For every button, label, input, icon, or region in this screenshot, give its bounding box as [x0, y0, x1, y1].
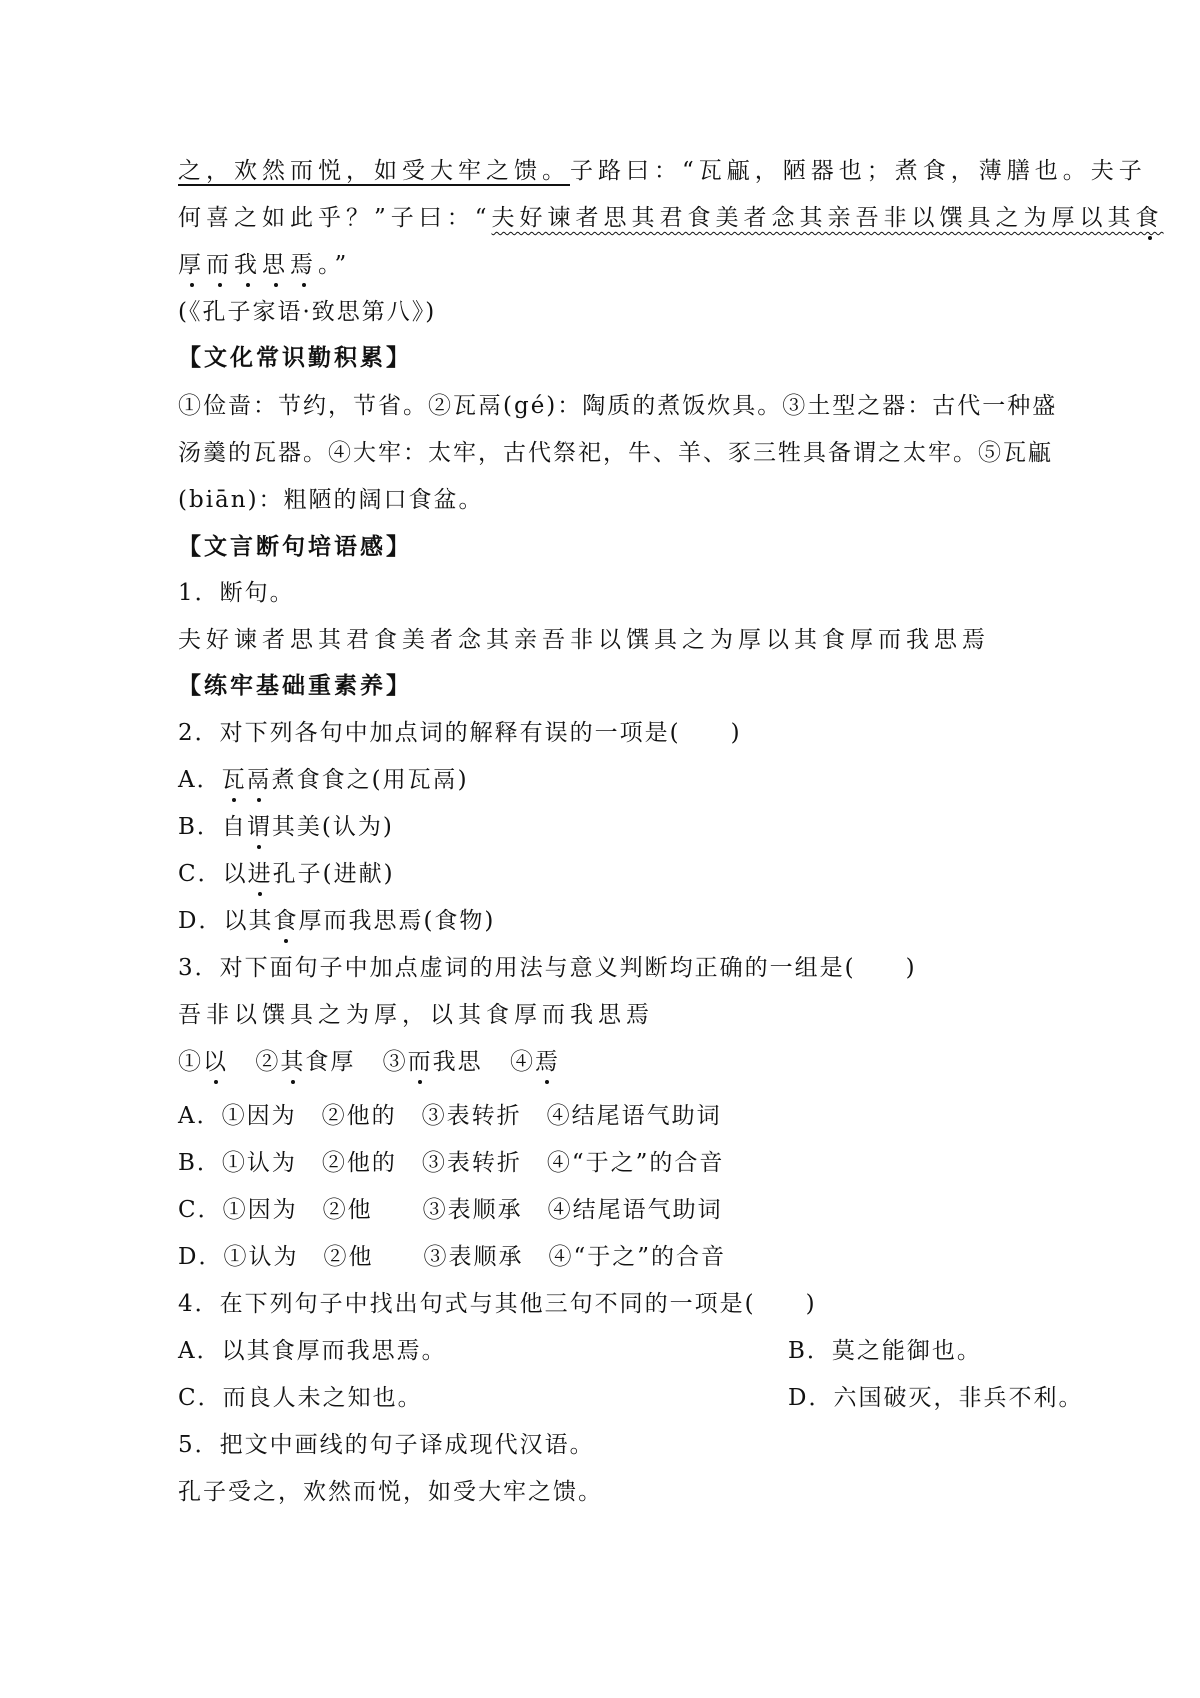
question-3-sentence: 吾非以馔具之为厚，以其食厚而我思焉: [178, 1002, 654, 1028]
question-2-stem: 2．对下列各句中加点词的解释有误的一项是( ): [178, 720, 742, 746]
question-4-stem: 4．在下列句子中找出句式与其他三句不同的一项是( ): [178, 1291, 817, 1317]
question-4-option-a[interactable]: A．以其食厚而我思焉。: [178, 1338, 447, 1364]
question-3-option-c[interactable]: C．①因为 ②他 ③表顺承 ④结尾语气助词: [178, 1197, 723, 1223]
question-3-option-a[interactable]: A．①因为 ②他的 ③表转折 ④结尾语气助词: [178, 1103, 722, 1129]
passage-line-3: 厚而我思焉。”: [178, 252, 352, 278]
culture-line-3: (biān)：粗陋的阔口食盆。: [178, 487, 484, 513]
wavy-underlined-sentence: 夫好谏者思其君食美者念其亲吾非以馔具之为厚以其食: [491, 205, 1164, 231]
question-4-option-c[interactable]: C．而良人未之知也。: [178, 1385, 423, 1411]
culture-line-1: ①俭啬：节约，节省。②瓦鬲(gé)：陶质的煮饭炊具。③土型之器：古代一种盛: [178, 393, 1058, 419]
passage-line-1: 之，欢然而悦，如受大牢之馈。子路曰：“瓦甂，陋器也；煮食，薄膳也。夫子: [178, 158, 1147, 184]
question-2-option-b[interactable]: B．自谓其美(认为): [178, 814, 394, 840]
question-2-option-a[interactable]: A．瓦鬲煮食食之(用瓦鬲): [178, 767, 469, 793]
emphasis-dot: 食: [1135, 205, 1164, 231]
question-4-option-b[interactable]: B．莫之能御也。: [788, 1338, 982, 1364]
question-4-option-d[interactable]: D．六国破灭，非兵不利。: [788, 1385, 1084, 1411]
question-4-row-1: [178, 1336, 982, 1366]
question-3-option-d[interactable]: D．①认为 ②他 ③表顺承 ④“于之”的合音: [178, 1244, 726, 1270]
question-4-row-2: [178, 1383, 1084, 1413]
section-heading-practice: 【练牢基础重素养】: [178, 673, 412, 699]
question-5-sentence: 孔子受之，欢然而悦，如受大牢之馈。: [178, 1479, 603, 1505]
question-1-text: 夫好谏者思其君食美者念其亲吾非以馔具之为厚以其食厚而我思焉: [178, 627, 990, 653]
question-3-markers: ①以 ②其食厚 ③而我思 ④焉: [178, 1049, 560, 1075]
question-2-option-d[interactable]: D．以其食厚而我思焉(食物): [178, 908, 496, 934]
passage-source: (《孔子家语·致思第八》): [178, 299, 437, 325]
question-1: 1．断句。: [178, 580, 295, 606]
passage-line-2: 何喜之如此乎？”子曰：“夫好谏者思其君食美者念其亲吾非以馔具之为厚以其食: [178, 205, 1164, 231]
question-5-stem: 5．把文中画线的句子译成现代汉语。: [178, 1432, 595, 1458]
question-2-option-c[interactable]: C．以进孔子(进献): [178, 861, 395, 887]
section-heading-punctuation: 【文言断句培语感】: [178, 534, 412, 560]
question-3-stem: 3．对下面句子中加点虚词的用法与意义判断均正确的一组是( ): [178, 955, 917, 981]
underlined-sentence: 之，欢然而悦，如受大牢之馈。: [178, 158, 570, 184]
question-3-option-b[interactable]: B．①认为 ②他的 ③表转折 ④“于之”的合音: [178, 1150, 725, 1176]
section-heading-culture: 【文化常识勤积累】: [178, 345, 412, 371]
culture-line-2: 汤羹的瓦器。④大牢：太牢，古代祭祀，牛、羊、豕三牲具备谓之太牢。⑤瓦甂: [178, 440, 1053, 466]
